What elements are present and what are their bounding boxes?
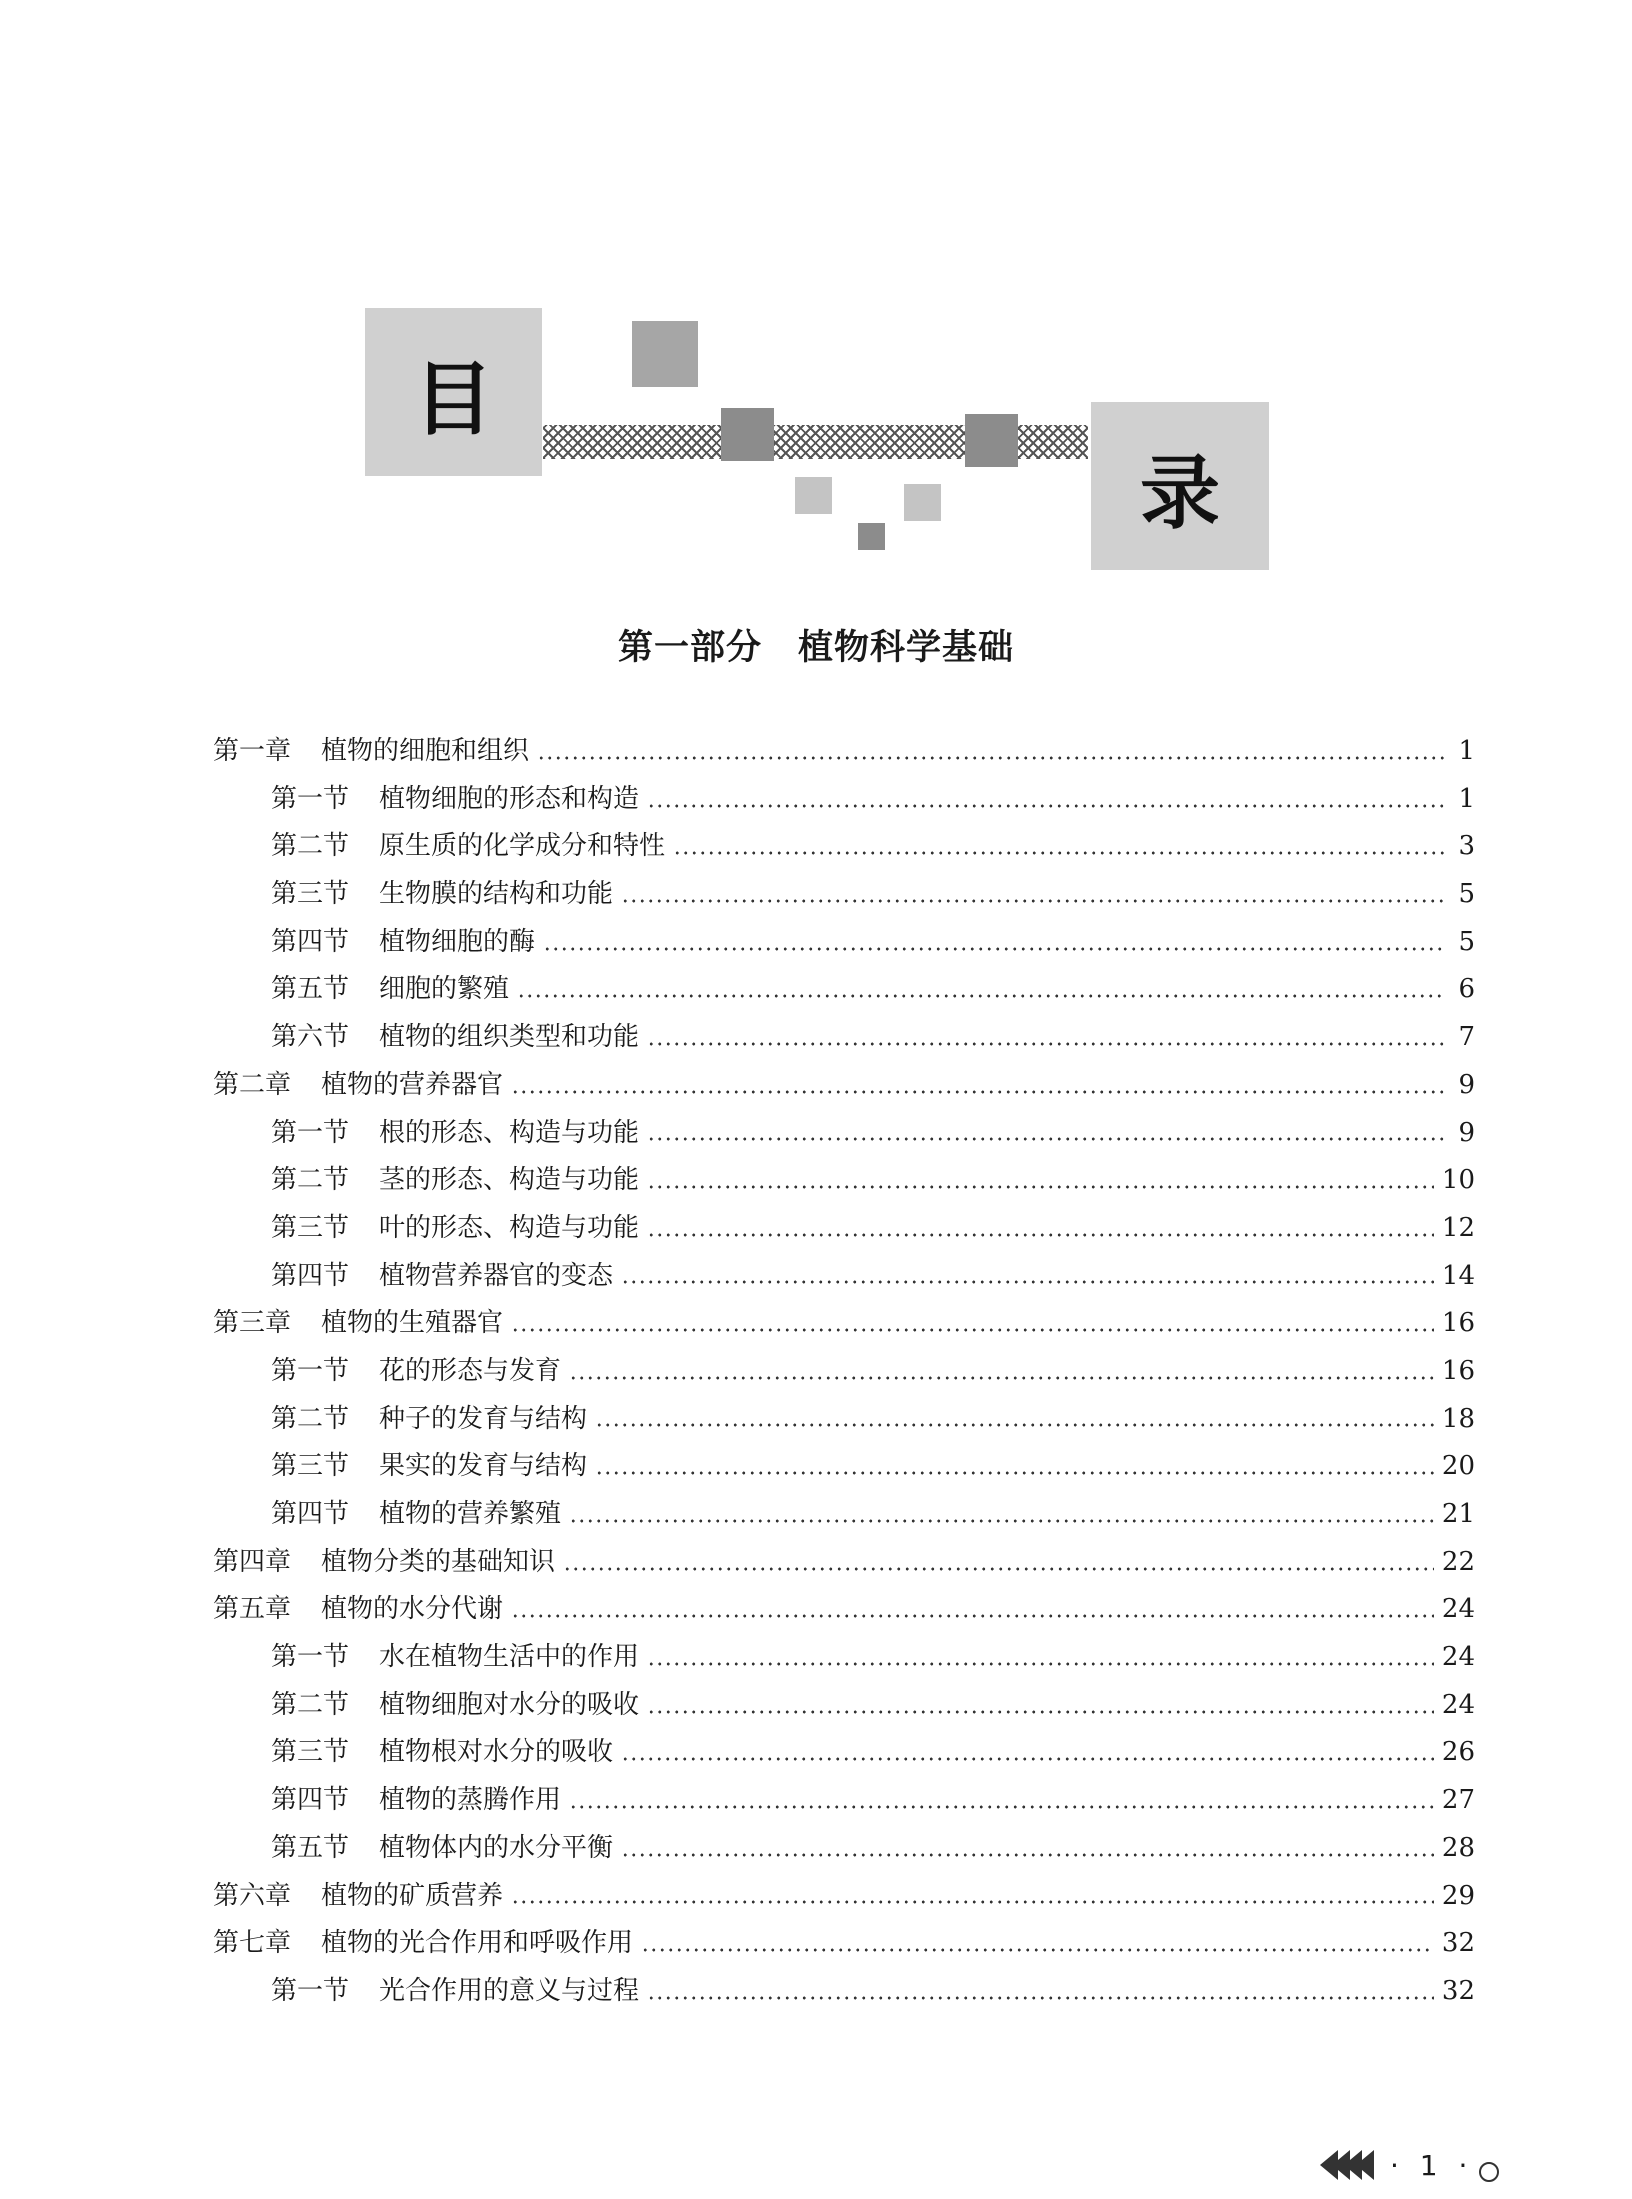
dot-leader — [511, 1328, 1434, 1332]
toc-chapter-row[interactable] — [213, 1539, 1475, 1587]
toc-entry-title: 茎的形态、构造与功能 — [379, 1165, 640, 1196]
toc-entry-number: 第一节 — [271, 1117, 350, 1148]
dot-leader — [563, 1567, 1434, 1571]
toc-section-row[interactable] — [213, 1729, 1475, 1777]
toc-section-row[interactable] — [213, 1110, 1475, 1158]
toc-entry-number: 第三节 — [271, 1737, 350, 1768]
toc-entry-title: 植物根对水分的吸收 — [379, 1737, 614, 1768]
toc-chapter-row[interactable] — [213, 1062, 1475, 1110]
toc-entry-title: 光合作用的意义与过程 — [379, 1975, 640, 2006]
toc-entry-number: 第二节 — [271, 1689, 350, 1720]
chevron-left-icon — [1320, 2150, 1368, 2180]
toc-entry-number: 第五节 — [271, 974, 350, 1005]
toc-entry-page: 26 — [1441, 1737, 1475, 1768]
deco-square-3 — [965, 414, 1018, 467]
dot-leader — [569, 1519, 1434, 1523]
toc-chapter-row[interactable] — [213, 1586, 1475, 1634]
toc-entry-page: 24 — [1441, 1642, 1475, 1673]
toc-section-row[interactable] — [213, 1443, 1475, 1491]
toc-entry-page: 22 — [1441, 1546, 1475, 1577]
toc-entry-number: 第一节 — [271, 1975, 350, 2006]
toc-section-row[interactable] — [213, 1777, 1475, 1825]
toc-section-row[interactable] — [213, 1253, 1475, 1301]
toc-entry-page: 32 — [1441, 1975, 1475, 2006]
toc-entry-page: 14 — [1441, 1260, 1475, 1291]
toc-entry-page: 12 — [1441, 1212, 1475, 1243]
toc-entry-page: 10 — [1441, 1165, 1475, 1196]
toc-entry-page: 32 — [1441, 1928, 1475, 1959]
dot-leader — [621, 1853, 1434, 1857]
toc-entry-number: 第六章 — [213, 1880, 292, 1911]
header-right-char: 录 — [1140, 446, 1220, 540]
toc-entry-title: 植物的生殖器官 — [321, 1308, 504, 1339]
table-of-contents — [213, 728, 1475, 2016]
toc-entry-number: 第六节 — [271, 1022, 350, 1053]
toc-entry-title: 植物细胞对水分的吸收 — [379, 1689, 640, 1720]
toc-entry-page: 20 — [1441, 1451, 1475, 1482]
toc-section-row[interactable] — [213, 919, 1475, 967]
dot-leader — [569, 1805, 1434, 1809]
toc-section-row[interactable] — [213, 1014, 1475, 1062]
toc-entry-page: 27 — [1441, 1785, 1475, 1816]
toc-entry-number: 第四章 — [213, 1546, 292, 1577]
toc-entry-number: 第三节 — [271, 1212, 350, 1243]
toc-entry-number: 第五章 — [213, 1594, 292, 1625]
toc-entry-title: 植物的营养器官 — [321, 1069, 504, 1100]
toc-entry-page: 16 — [1441, 1355, 1475, 1386]
dot-leader — [647, 1137, 1445, 1141]
toc-entry-page: 28 — [1441, 1832, 1475, 1863]
dot-leader — [641, 1948, 1434, 1952]
toc-entry-number: 第一节 — [271, 1642, 350, 1673]
toc-section-row[interactable] — [213, 1396, 1475, 1444]
toc-entry-page: 9 — [1458, 1069, 1475, 1100]
toc-entry-page: 1 — [1458, 736, 1475, 766]
toc-entry-title: 植物的蒸腾作用 — [379, 1785, 562, 1816]
dot-leader — [621, 1757, 1434, 1761]
toc-entry-number: 第四节 — [271, 1260, 350, 1291]
toc-entry-page: 1 — [1458, 783, 1475, 814]
toc-section-row[interactable] — [213, 1968, 1475, 2016]
toc-entry-page: 5 — [1458, 926, 1475, 957]
toc-entry-number: 第二章 — [213, 1069, 292, 1100]
toc-entry-title: 果实的发育与结构 — [379, 1451, 588, 1482]
toc-entry-number: 第二节 — [271, 1403, 350, 1434]
toc-entry-number: 第五节 — [271, 1832, 350, 1863]
toc-entry-page: 24 — [1441, 1594, 1475, 1625]
header-right-square — [1091, 402, 1269, 570]
toc-entry-title: 生物膜的结构和功能 — [379, 879, 614, 910]
dot-leader — [647, 1233, 1434, 1237]
header-left-square — [365, 308, 542, 476]
dot-leader — [511, 1090, 1445, 1094]
toc-section-row[interactable] — [213, 1634, 1475, 1682]
toc-entry-title: 植物细胞的形态和构造 — [379, 783, 640, 814]
deco-square-5 — [904, 484, 941, 521]
toc-entry-number: 第三节 — [271, 879, 350, 910]
header-left-char: 目 — [413, 352, 494, 446]
dot-leader — [595, 1423, 1434, 1427]
toc-section-row[interactable] — [213, 871, 1475, 919]
dot-leader — [647, 1996, 1434, 2000]
toc-section-row[interactable] — [213, 1682, 1475, 1730]
toc-entry-title: 细胞的繁殖 — [379, 974, 510, 1005]
toc-chapter-row[interactable] — [213, 1873, 1475, 1921]
toc-entry-page: 29 — [1441, 1880, 1475, 1911]
toc-entry-number: 第四节 — [271, 1499, 350, 1529]
toc-entry-page: 6 — [1458, 974, 1475, 1005]
toc-section-row[interactable] — [213, 1348, 1475, 1396]
dot-leader — [647, 1042, 1445, 1046]
toc-entry-number: 第一节 — [271, 1355, 350, 1386]
dot-leader — [673, 851, 1445, 855]
dot-leader — [621, 899, 1445, 903]
toc-entry-page: 24 — [1441, 1689, 1475, 1720]
page-footer — [1320, 2148, 1499, 2182]
deco-square-4 — [795, 477, 832, 514]
toc-entry-number: 第七章 — [213, 1928, 292, 1959]
toc-entry-title: 植物的水分代谢 — [321, 1594, 504, 1625]
toc-chapter-row[interactable] — [213, 1300, 1475, 1348]
toc-section-row[interactable] — [213, 1157, 1475, 1205]
toc-entry-title: 植物体内的水分平衡 — [379, 1832, 614, 1863]
dot-leader — [595, 1471, 1434, 1475]
toc-entry-number: 第一节 — [271, 783, 350, 814]
toc-entry-title: 植物营养器官的变态 — [379, 1260, 614, 1291]
toc-chapter-row[interactable] — [213, 728, 1475, 776]
toc-entry-title: 根的形态、构造与功能 — [379, 1117, 640, 1148]
toc-entry-number: 第一章 — [213, 736, 292, 766]
toc-entry-title: 种子的发育与结构 — [379, 1403, 588, 1434]
toc-entry-number: 第二节 — [271, 831, 350, 862]
toc-entry-number: 第三章 — [213, 1308, 292, 1339]
dot-leader — [647, 804, 1445, 808]
dot-leader — [543, 947, 1445, 951]
dot-leader — [569, 1376, 1434, 1380]
toc-entry-page: 7 — [1458, 1022, 1475, 1053]
toc-entry-title: 植物的光合作用和呼吸作用 — [321, 1928, 634, 1959]
toc-entry-page: 18 — [1441, 1403, 1475, 1434]
toc-section-row[interactable] — [213, 776, 1475, 824]
toc-entry-page: 3 — [1458, 831, 1475, 862]
toc-entry-number: 第二节 — [271, 1165, 350, 1196]
dot-leader — [647, 1662, 1434, 1666]
toc-section-row[interactable] — [213, 823, 1475, 871]
toc-entry-title: 叶的形态、构造与功能 — [379, 1212, 640, 1243]
page-number: · 1 · — [1390, 2148, 1474, 2182]
toc-entry-page: 16 — [1441, 1308, 1475, 1339]
dot-leader — [517, 994, 1445, 998]
toc-entry-title: 植物的组织类型和功能 — [379, 1022, 640, 1053]
toc-entry-number: 第三节 — [271, 1451, 350, 1482]
toc-section-row[interactable] — [213, 966, 1475, 1014]
toc-section-row[interactable] — [213, 1825, 1475, 1873]
toc-section-row[interactable] — [213, 1205, 1475, 1253]
toc-entry-title: 植物细胞的酶 — [379, 926, 536, 957]
dot-leader — [537, 756, 1445, 760]
circle-icon — [1479, 2162, 1499, 2182]
part-title: 第一部分 植物科学基础 — [617, 628, 1014, 668]
toc-entry-title: 水在植物生活中的作用 — [379, 1642, 640, 1673]
dot-leader — [511, 1900, 1434, 1904]
toc-entry-title: 植物分类的基础知识 — [321, 1546, 556, 1577]
toc-entry-title: 花的形态与发育 — [379, 1355, 562, 1386]
dot-leader — [511, 1614, 1434, 1618]
toc-entry-title: 原生质的化学成分和特性 — [379, 831, 666, 862]
deco-square-6 — [858, 523, 885, 550]
toc-chapter-row[interactable] — [213, 1920, 1475, 1968]
dot-leader — [647, 1710, 1434, 1714]
toc-entry-title: 植物的营养繁殖 — [379, 1499, 562, 1529]
toc-entry-page: 9 — [1458, 1117, 1475, 1148]
deco-square-1 — [632, 321, 698, 387]
toc-entry-title: 植物的细胞和组织 — [321, 736, 530, 766]
toc-entry-title: 植物的矿质营养 — [321, 1880, 504, 1911]
toc-entry-number: 第四节 — [271, 1785, 350, 1816]
deco-square-2 — [721, 408, 774, 461]
dot-leader — [647, 1185, 1434, 1189]
toc-section-row[interactable] — [213, 1491, 1475, 1539]
dot-leader — [621, 1280, 1434, 1284]
toc-entry-number: 第四节 — [271, 926, 350, 957]
toc-entry-page: 21 — [1441, 1499, 1475, 1529]
toc-entry-page: 5 — [1458, 879, 1475, 910]
